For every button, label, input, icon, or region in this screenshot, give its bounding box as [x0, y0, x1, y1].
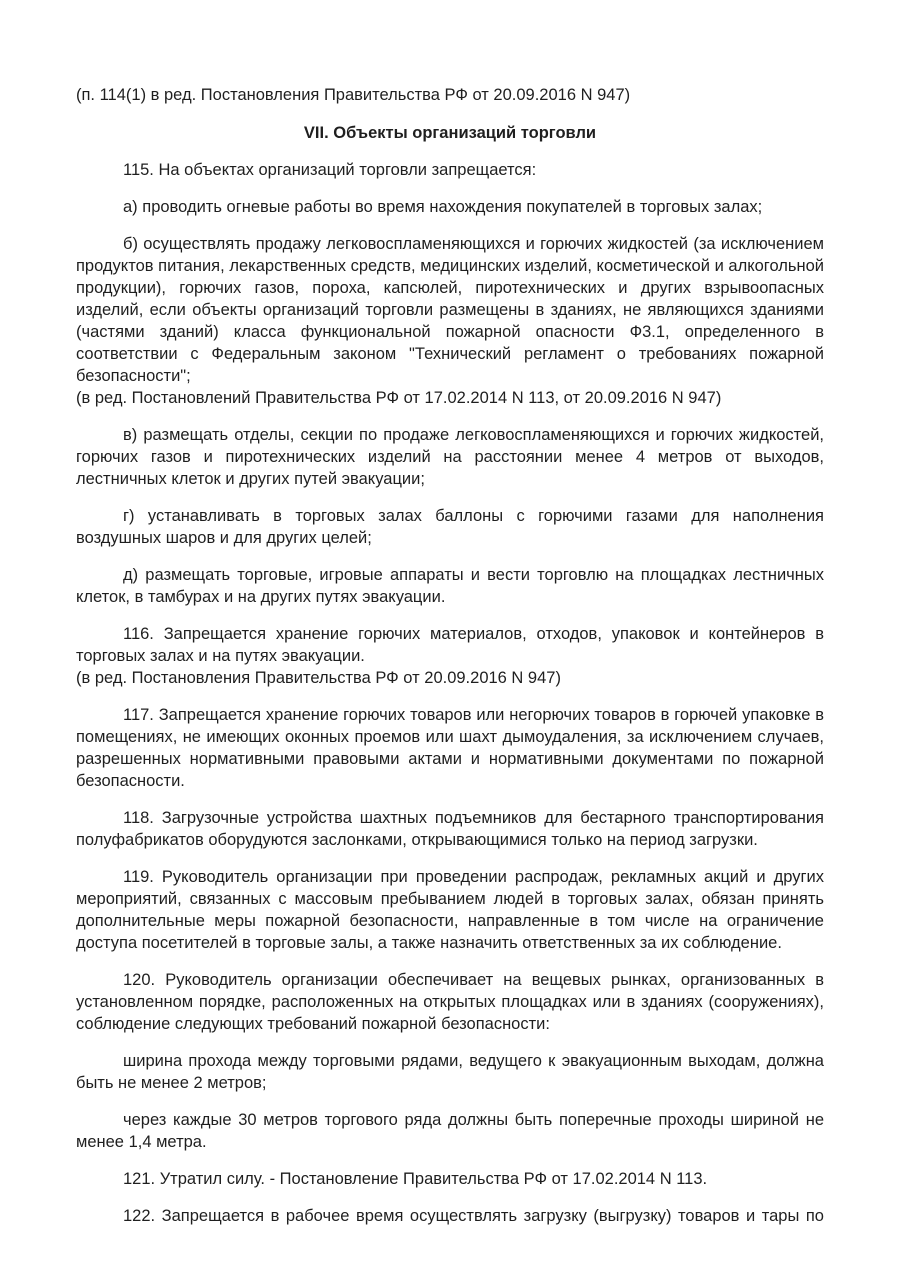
clause-115-d: д) размещать торговые, игровые аппараты и вести торговлю на площадках лестничных клеток, в тамбурах и на других путях эвакуации.: [76, 566, 824, 606]
clause-115-a: а) проводить огневые работы во время нахождения покупателей в торговых залах;: [123, 198, 763, 216]
clause-115-b: б) осуществлять продажу легковоспламеняющихся и горючих жидкостей (за исключением продуктов питания, лекарственных средств, медицинских изделий, косметической и алкогольной продукции), горючих газов, пороха, капсюлей, пиротехнических и других взрывоопасных изделий, если объекты организаций торговли размещены в зданиях, не являющихся зданиями (частями зданий) класса функциональной пожарной опасности Ф3.1, определенного в соответствии с Федеральным законом "Технический регламент о требованиях пожарной безопасности";: [76, 235, 824, 385]
section-heading: VII. Объекты организаций торговли: [303, 124, 597, 142]
amendment-note-116: (в ред. Постановления Правительства РФ от 20.09.2016 N 947): [76, 669, 561, 687]
clause-120: 120. Руководитель организации обеспечивает на вещевых рынках, организованных в установленном порядке, расположенных на открытых площадках или в зданиях (сооружениях), соблюдение следующих требований пожарной безопасности:: [76, 971, 824, 1033]
clause-120-aisle-width: ширина прохода между торговыми рядами, ведущего к эвакуационным выходам, должна быть не менее 2 метров;: [76, 1052, 824, 1092]
clause-120-cross-aisles: через каждые 30 метров торгового ряда должны быть поперечные проходы шириной не менее 1,4 метра.: [76, 1111, 824, 1151]
amendment-note-114: (п. 114(1) в ред. Постановления Правительства РФ от 20.09.2016 N 947): [76, 86, 631, 104]
clause-117: 117. Запрещается хранение горючих товаров или негорючих товаров в горючей упаковке в помещениях, не имеющих оконных проемов или шахт дымоудаления, за исключением случаев, разрешенных нормативными правовыми актами и нормативными документами по пожарной безопасности.: [76, 706, 824, 790]
clause-122-partial: 122. Запрещается в рабочее время осуществлять загрузку (выгрузку) товаров и тары по: [123, 1207, 824, 1225]
clause-119: 119. Руководитель организации при проведении распродаж, рекламных акций и других мероприятий, связанных с массовым пребыванием людей в торговых залах, обязан принять дополнительные меры пожарной безопасности, направленные в том числе на ограничение доступа посетителей в торговые залы, а также назначить ответственных за их соблюдение.: [76, 868, 824, 952]
clause-115-v: в) размещать отделы, секции по продаже легковоспламеняющихся и горючих жидкостей, горючих газов и пиротехнических изделий на расстоянии менее 4 метров от выходов, лестничных клеток и других путей эвакуации;: [76, 426, 824, 488]
amendment-note-115-b: (в ред. Постановлений Правительства РФ от 17.02.2014 N 113, от 20.09.2016 N 947): [76, 389, 722, 407]
clause-116: 116. Запрещается хранение горючих материалов, отходов, упаковок и контейнеров в торговых залах и на путях эвакуации.: [76, 625, 824, 665]
clause-115-g: г) устанавливать в торговых залах баллоны с горючими газами для наполнения воздушных шаров и для других целей;: [76, 507, 824, 547]
clause-121: 121. Утратил силу. - Постановление Правительства РФ от 17.02.2014 N 113.: [123, 1170, 708, 1188]
clause-118: 118. Загрузочные устройства шахтных подъемников для бестарного транспортирования полуфабрикатов оборудуются заслонками, открывающимися только на период загрузки.: [76, 809, 824, 849]
clause-115: 115. На объектах организаций торговли запрещается:: [123, 161, 537, 179]
